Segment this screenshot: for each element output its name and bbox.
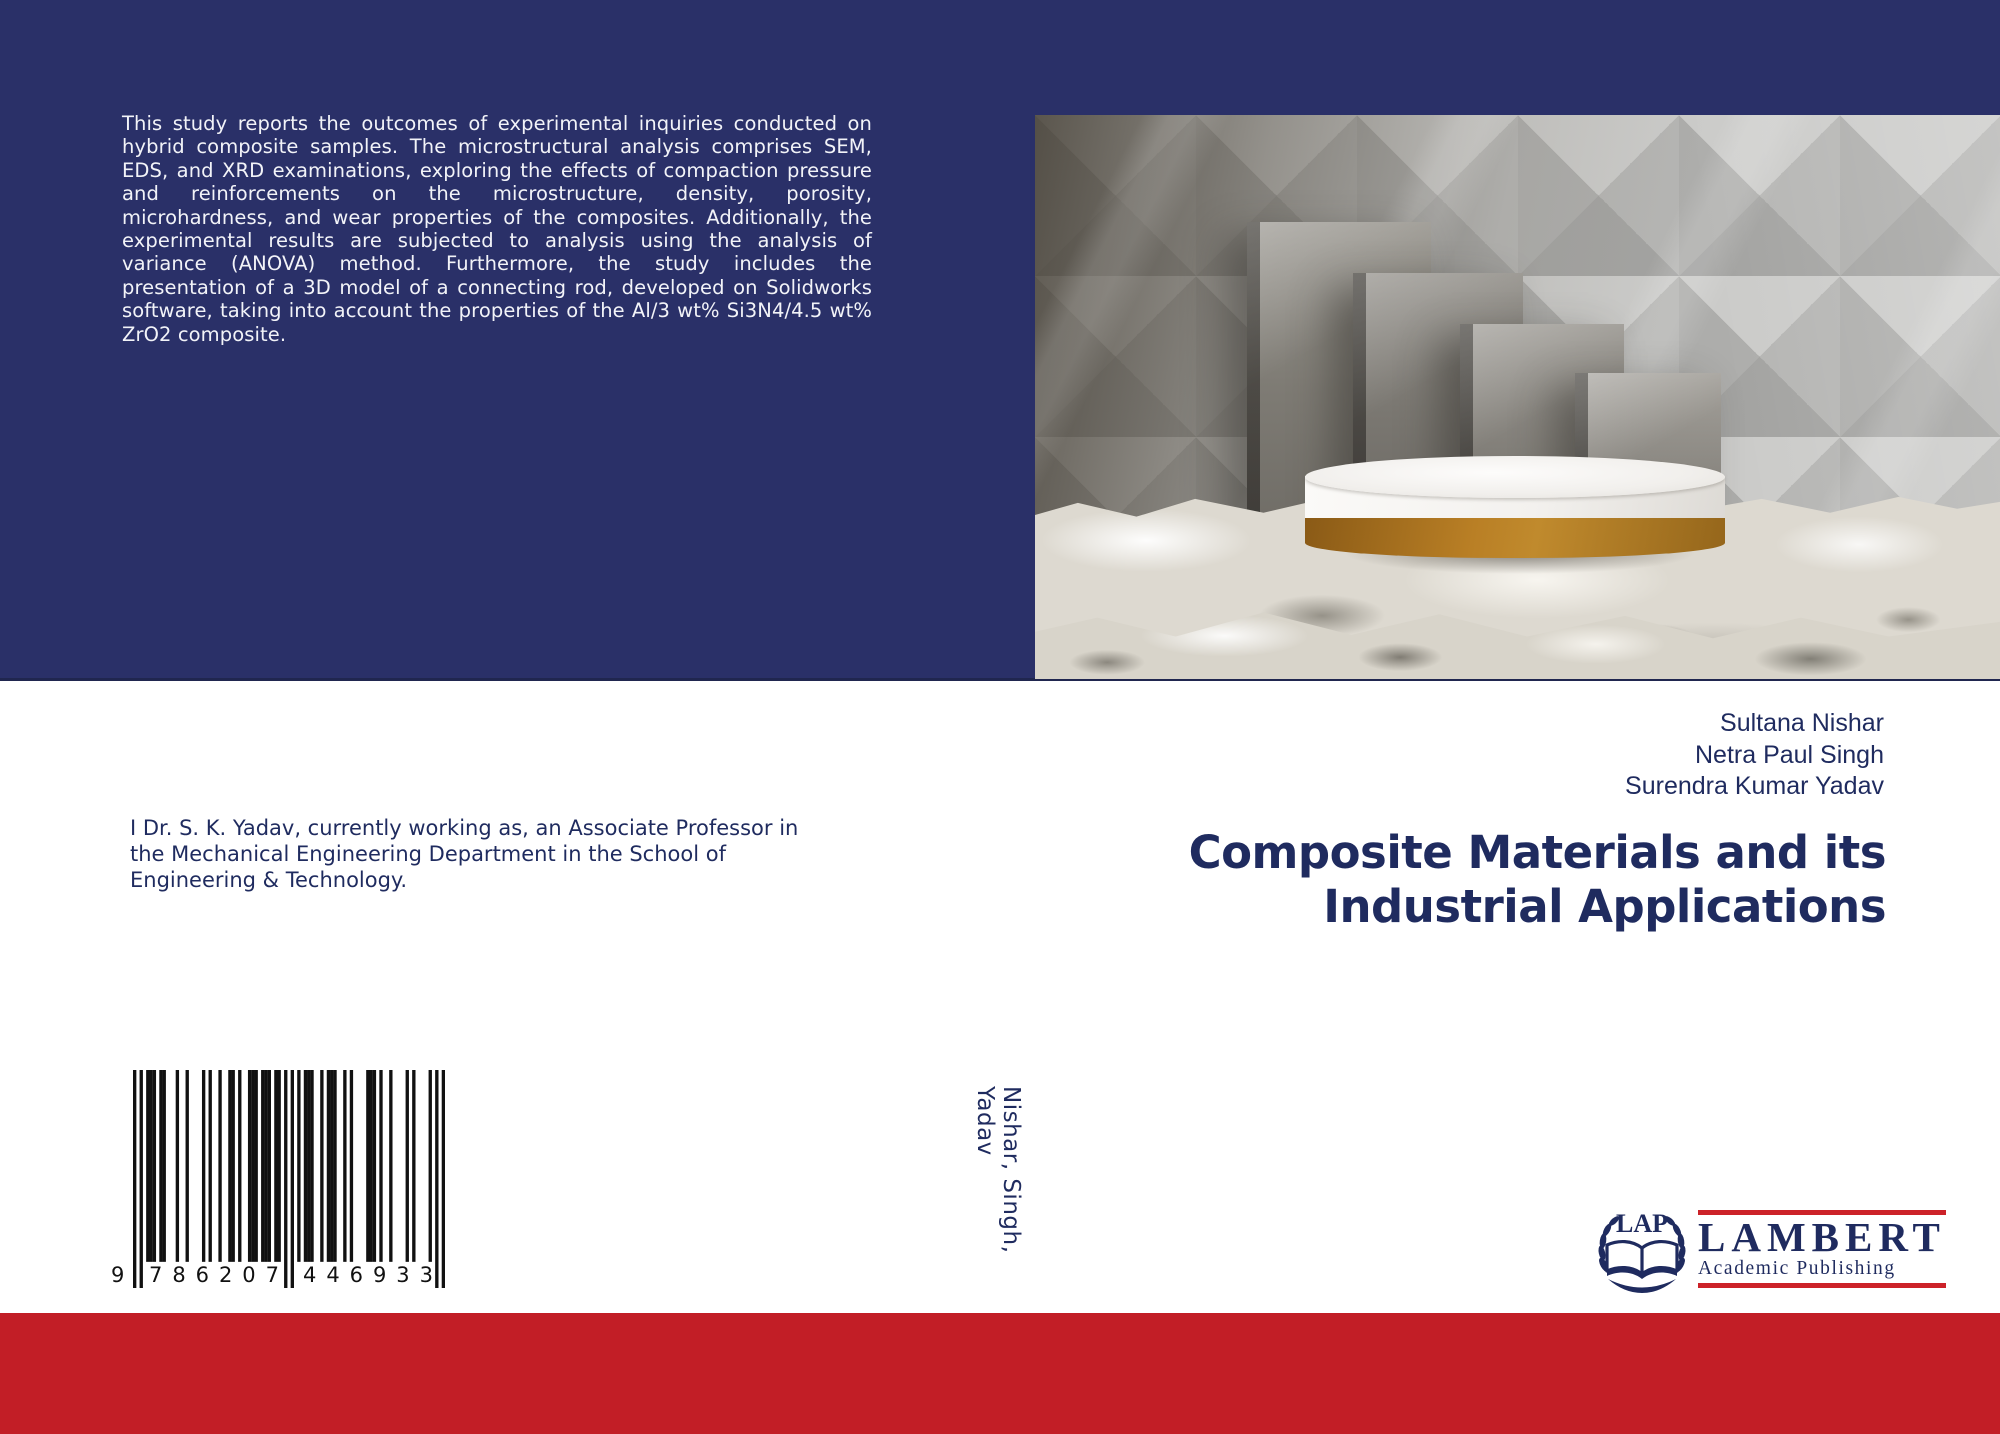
podium-top-surface bbox=[1305, 456, 1725, 498]
publisher-name-block bbox=[1698, 1210, 1946, 1288]
podium-bronze-base bbox=[1305, 518, 1725, 558]
publisher-subtitle: Academic Publishing bbox=[1698, 1258, 1896, 1279]
back-cover-blue-band bbox=[0, 0, 2000, 681]
author-name: Sultana Nishar bbox=[1720, 709, 1884, 737]
spine-author-text: Nishar, Singh, Yadav bbox=[972, 1086, 1024, 1254]
author-name: Surendra Kumar Yadav bbox=[1625, 772, 1884, 800]
cover-render-image bbox=[1035, 115, 2000, 679]
book-title bbox=[1189, 826, 1886, 934]
barcode-digit-group-1: 7 8 6 2 0 7 bbox=[149, 1263, 279, 1287]
round-podium bbox=[1305, 456, 1725, 558]
isbn-barcode bbox=[111, 1070, 445, 1288]
publisher-logo bbox=[1592, 1196, 1946, 1302]
title-line: Industrial Applications bbox=[1323, 880, 1886, 933]
publisher-name: LAMBERT bbox=[1698, 1214, 1946, 1260]
bottom-red-bar bbox=[0, 1313, 2000, 1434]
author-names-block bbox=[1625, 708, 1884, 803]
abstract-text: This study reports the outcomes of experimental inquiries conducted on hybrid composite samples. The microstructural analysis comprises SEM, EDS, and XRD examinations, exploring the effects of compaction pressure and reinforcements on the microstructure, density, porosity, microhardness, and wear properties of the composites. Additionally, the experimental results are subjected to analysis using the analysis of variance (ANOVA) method. Furthermore, the study includes the presentation of a 3D model of a connecting rod, developed on Solidworks software, taking into account the properties of the Al/3 wt% Si3N4/4.5 wt% ZrO2 composite. bbox=[122, 112, 872, 346]
barcode-bars bbox=[133, 1070, 445, 1288]
author-name: Netra Paul Singh bbox=[1694, 740, 1884, 769]
barcode-digit-group-2: 4 4 6 9 3 3 bbox=[303, 1263, 433, 1287]
title-line: Composite Materials and its bbox=[1188, 826, 1886, 879]
author-bio-text: I Dr. S. K. Yadav, currently working as, an Associate Professor in the Mechanical Engineering Department in the School of Engineering & Technology. bbox=[130, 816, 799, 892]
barcode-digit-lead: 9 bbox=[111, 1263, 125, 1287]
lap-acronym-text: LAP bbox=[1616, 1209, 1668, 1238]
lap-open-book-laurel-icon bbox=[1592, 1198, 1692, 1300]
